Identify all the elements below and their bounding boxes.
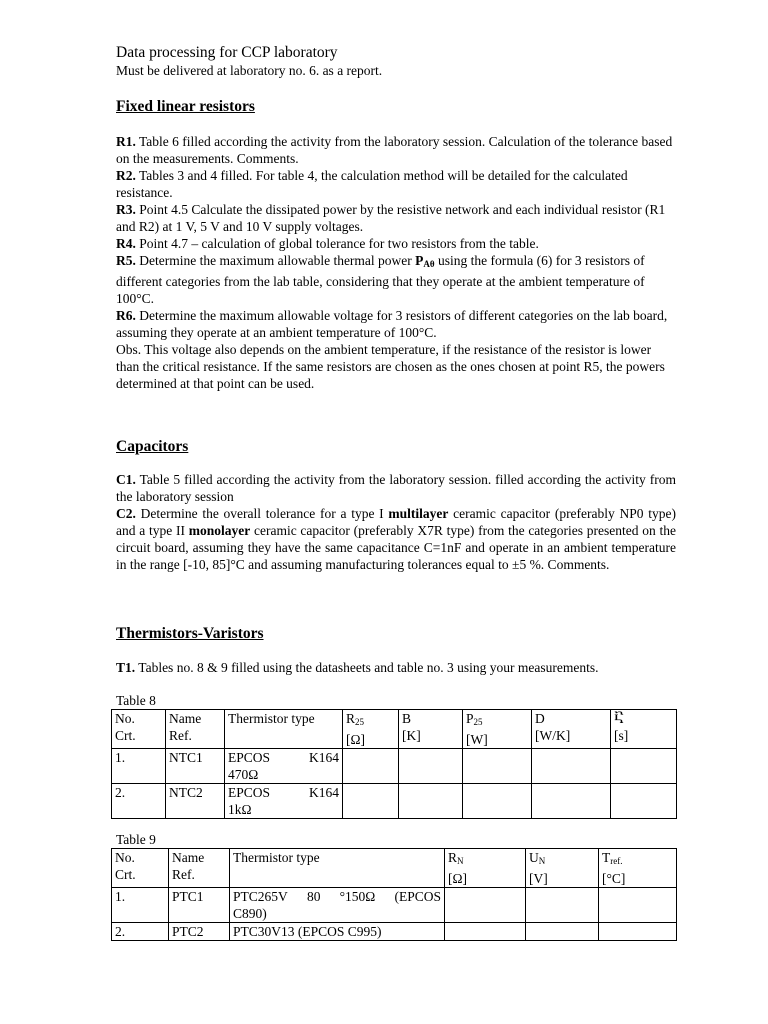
capacitors-body: [116, 471, 676, 573]
obs-note: Obs. This voltage also depends on the ambient temperature, if the resistance of the resistor is lower than the critical resistance. If the same resistors are chosen as the ones chosen at point R5, the powers determined at that point can be used.: [116, 342, 665, 391]
table-cell-empty[interactable]: [445, 923, 526, 941]
table-8: [111, 709, 677, 819]
document-title: Data processing for CCP laboratory: [116, 44, 338, 61]
header-tau: Ⴀ [s]: [611, 710, 677, 749]
table-cell-empty[interactable]: [399, 784, 463, 819]
item-t1: T1. Tables no. 8 & 9 filled using the datasheets and table no. 3 using your measurements.: [116, 660, 599, 675]
item-r1: R1. Table 6 filled according the activity from the laboratory session. Calculation of the tolerance based on the measurements. Comments.: [116, 134, 673, 166]
item-c1: C1. Table 5 filled according the activity from the laboratory session. filled according the activity from the laboratory session: [116, 472, 676, 504]
header-no: No. Crt.: [112, 849, 169, 888]
header-tref: Tref. [°C]: [599, 849, 677, 888]
item-r5: R5. Determine the maximum allowable thermal power $P_{A\theta}$ using the formula (6) for 3 resistors of different categories from the lab table, considering that they operate at the ambient temperature of 100°C.: [116, 253, 645, 306]
header-un: UN [V]: [526, 849, 599, 888]
section-heading-capacitors: Capacitors: [116, 438, 189, 455]
header-name: Name Ref.: [166, 710, 225, 749]
item-r4: R4. Point 4.7 – calculation of global tolerance for two resistors from the table.: [116, 236, 539, 251]
item-r6: R6. Determine the maximum allowable voltage for 3 resistors of different categories on the lab board, assuming they operate at an ambient temperature of 100°C.: [116, 308, 668, 340]
table-cell-empty[interactable]: [399, 749, 463, 784]
power-subscript: Aθ: [423, 259, 435, 269]
resistors-body: [116, 133, 676, 392]
table-cell-empty[interactable]: [599, 923, 677, 941]
table-row: 2. PTC2 PTC30V13 (EPCOS C995): [112, 923, 677, 941]
header-type: Thermistor type: [225, 710, 343, 749]
table-cell-empty[interactable]: [463, 749, 532, 784]
table-cell-empty[interactable]: [532, 749, 611, 784]
table-header-row: [112, 849, 677, 888]
table-cell-empty[interactable]: [343, 749, 399, 784]
section-heading-thermistors: Thermistors-Varistors: [116, 625, 264, 642]
table-cell-empty[interactable]: [343, 784, 399, 819]
table-cell-empty[interactable]: [463, 784, 532, 819]
table-row: 2. NTC2 EPCOS K164 1kΩ: [112, 784, 677, 819]
header-type: Thermistor type: [230, 849, 445, 888]
power-symbol: P: [415, 253, 424, 268]
header-d: D [W/K]: [532, 710, 611, 749]
header-no: No. Crt.: [112, 710, 166, 749]
table-row: 1. PTC1 PTC265V 80 °150Ω (EPCOS C890): [112, 888, 677, 923]
table-cell-empty[interactable]: [526, 888, 599, 923]
table-row: 1. NTC1 EPCOS K164 470Ω: [112, 749, 677, 784]
table-9: [111, 848, 677, 941]
table-cell-empty[interactable]: [532, 784, 611, 819]
item-c2: C2. Determine the overall tolerance for a type I multilayer ceramic capacitor (preferably NP0 type) and a type II monolayer ceramic capacitor (preferably X7R type) from the categories presented on the circuit board, assuming they have the same capacitance C=1nF and operate in an ambient temperature in the range [-10, 85]°C and assuming manufacturing tolerances equal to ±5 %. Comments.: [116, 506, 677, 572]
item-r3: R3. Point 4.5 Calculate the dissipated power by the resistive network and each individual resistor (R1 and R2) at 1 V, 5 V and 10 V supply voltages.: [116, 202, 666, 234]
table9-caption: Table 9: [116, 832, 156, 847]
item-r2: R2. Tables 3 and 4 filled. For table 4, the calculation method will be detailed for the calculated resistance.: [116, 168, 628, 200]
header-r25: R25 [Ω]: [343, 710, 399, 749]
table-cell-empty[interactable]: [445, 888, 526, 923]
header-b: B [K]: [399, 710, 463, 749]
table-cell-empty[interactable]: [611, 784, 677, 819]
table-cell-empty[interactable]: [611, 749, 677, 784]
table-cell-empty[interactable]: [526, 923, 599, 941]
document-subtitle: Must be delivered at laboratory no. 6. as a report.: [116, 63, 383, 78]
header-p25: P25 [W]: [463, 710, 532, 749]
header-rn: RN [Ω]: [445, 849, 526, 888]
table8-caption: Table 8: [116, 693, 156, 708]
section-heading-resistors: Fixed linear resistors: [116, 98, 255, 115]
table-cell-empty[interactable]: [599, 888, 677, 923]
header-name: Name Ref.: [169, 849, 230, 888]
table-header-row: [112, 710, 677, 749]
